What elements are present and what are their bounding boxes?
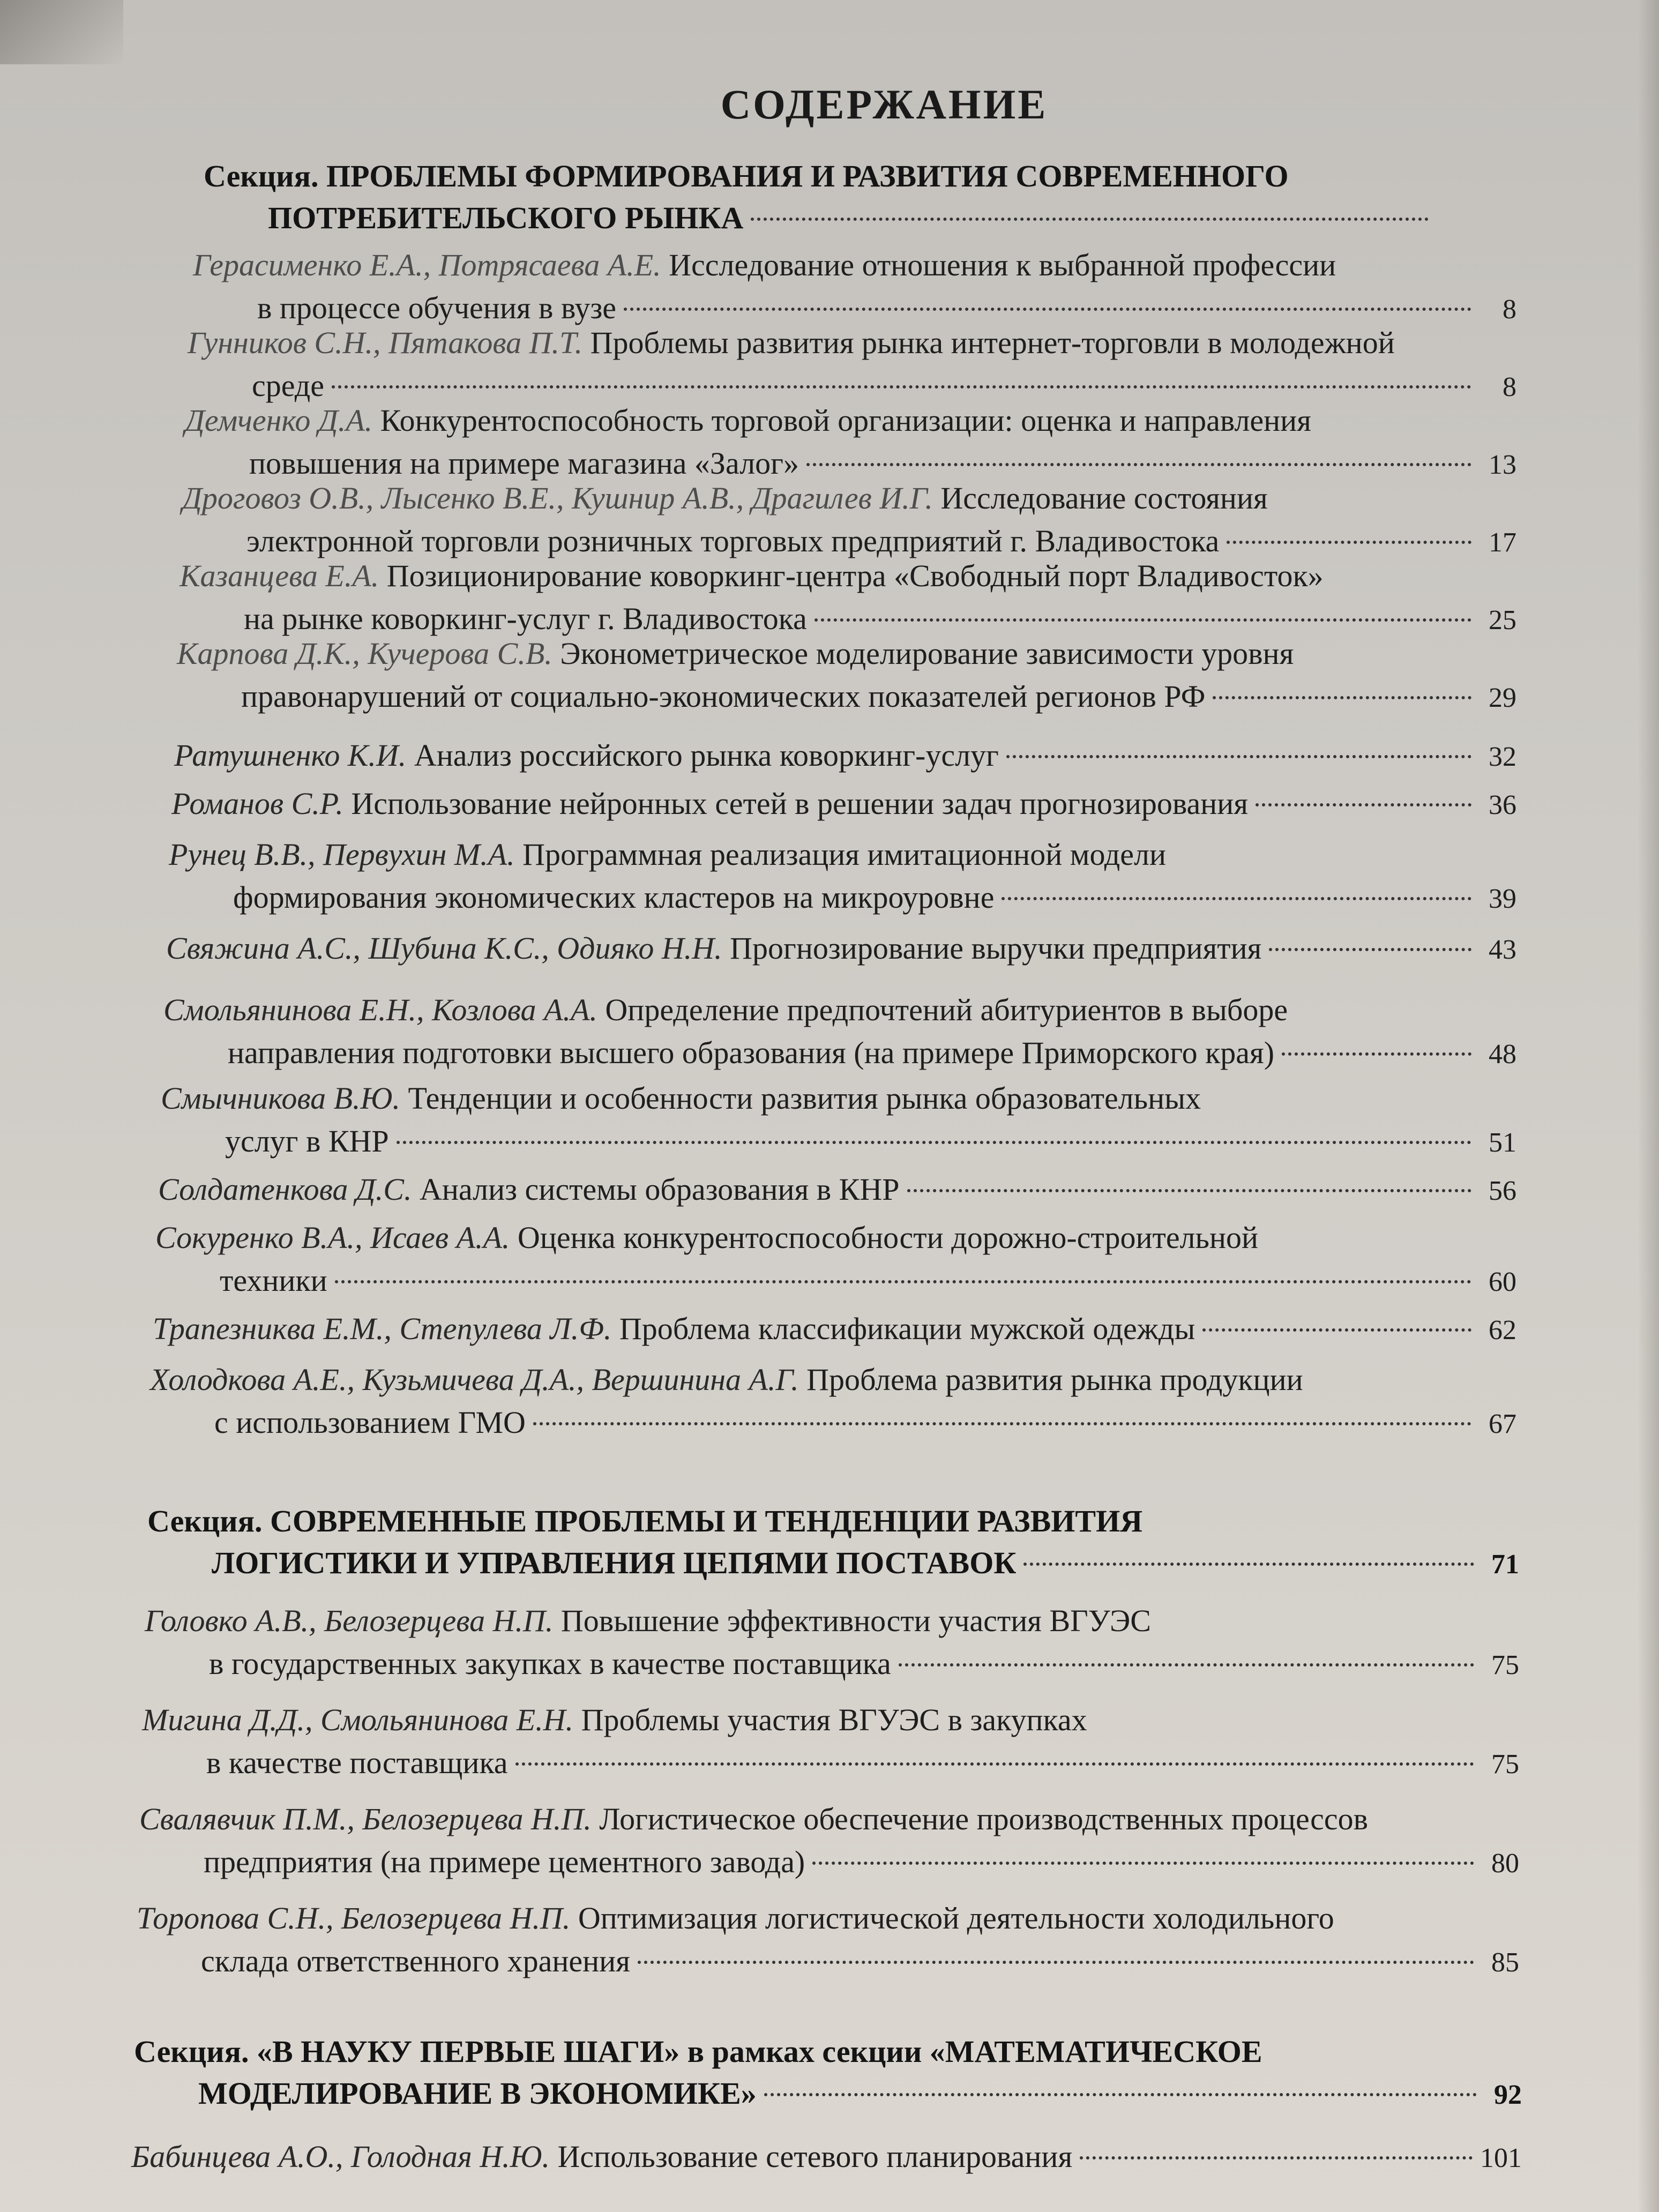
leader-dots (533, 1422, 1471, 1425)
toc-entry: Демченко Д.А. Конкурентоспособность торговой организации: оценка и направления повышения на примере магазина «Залог» 13 (185, 403, 1516, 481)
leader-dots (1023, 1563, 1474, 1566)
leader-dots (397, 1141, 1471, 1144)
leader-dots (1282, 1052, 1471, 1056)
leader-dots (1002, 897, 1471, 900)
toc-entry: Рунец В.В., Первухин М.А. Программная реализация имитационной модели формирования экономических кластеров на микроуровне 39 (169, 837, 1516, 915)
leader-dots (1256, 803, 1471, 806)
leader-dots (814, 618, 1471, 622)
toc-entry: Свяжина А.С., Шубина К.С., Одияко Н.Н. Прогнозирование выручки предприятия 43 (166, 931, 1516, 966)
toc-entry: Смольянинова Е.Н., Козлова А.А. Определение предпочтений абитуриентов в выборе направления подготовки высшего образования (на примере Приморского края) 48 (163, 992, 1516, 1070)
toc-entry: Сокуренко В.А., Исаев А.А. Оценка конкурентоспособности дорожно-строительной техники 60 (155, 1220, 1516, 1298)
toc-entry: Карпова Д.К., Кучерова С.В. Эконометрическое моделирование зависимости уровня правонарушений от социально-экономических показателей регионов РФ 29 (177, 636, 1516, 714)
toc-entry: Мигина Д.Д., Смольянинова Е.Н. Проблемы участия ВГУЭС в закупках в качестве поставщика 75 (142, 1702, 1519, 1780)
leader-dots (806, 463, 1471, 466)
leader-dots (751, 218, 1429, 221)
toc-entry: Романов С.Р. Использование нейронных сетей в решении задач прогнозирования 36 (171, 786, 1516, 821)
toc-entry: Гунников С.Н., Пятакова П.Т. Проблемы развития рынка интернет-торговли в молодежной среде 8 (188, 325, 1516, 403)
leader-dots (899, 1663, 1474, 1667)
toc-entry: Дроговоз О.В., Лысенко В.Е., Кушнир А.В., Драгилев И.Г. Исследование состояния электронной торговли розничных торговых предприятий г. Владивостока 17 (182, 481, 1516, 558)
page-title: СОДЕРЖАНИЕ (720, 81, 1048, 128)
section-heading: Секция. «В НАУКУ ПЕРВЫЕ ШАГИ» в рамках секции «МАТЕМАТИЧЕСКОЕ МОДЕЛИРОВАНИЕ В ЭКОНОМИКЕ» 92 (134, 2034, 1522, 2111)
toc-entry: Трапезниква Е.М., Степулева Л.Ф. Проблема классификации мужской одежды 62 (153, 1311, 1516, 1346)
toc-entry: Холодкова А.Е., Кузьмичева Д.А., Вершинина А.Г. Проблема развития рынка продукции с использованием ГМО 67 (150, 1362, 1516, 1440)
toc-entry: Смычникова В.Ю. Тенденции и особенности развития рынка образовательных услуг в КНР 51 (161, 1081, 1516, 1159)
toc-entry: Торопова С.Н., Белозерцева Н.П. Оптимизация логистической деятельности холодильного склада ответственного хранения 85 (137, 1901, 1519, 1978)
leader-dots (624, 308, 1471, 311)
leader-dots (638, 1961, 1474, 1964)
leader-dots (335, 1280, 1471, 1283)
toc-entry: Ратушненко К.И. Анализ российского рынка коворкинг-услуг 32 (174, 738, 1516, 773)
leader-dots (515, 1762, 1475, 1766)
toc-entry: Солдатенкова Д.С. Анализ системы образования в КНР 56 (158, 1172, 1516, 1207)
section-heading: Секция. СОВРЕМЕННЫЕ ПРОБЛЕМЫ И ТЕНДЕНЦИИ РАЗВИТИЯ ЛОГИСТИКИ И УПРАВЛЕНИЯ ЦЕПЯМИ ПОСТАВОК 71 (147, 1504, 1519, 1580)
leader-dots (1227, 541, 1471, 544)
toc-entry: Головко А.В., Белозерцева Н.П. Повышение эффективности участия ВГУЭС в государственных закупках в качестве поставщика 75 (145, 1603, 1519, 1681)
toc-entry: Свалявчик П.М., Белозерцева Н.П. Логистическое обеспечение производственных процессов предприятия (на примере цементного завода) 80 (139, 1802, 1519, 1879)
leader-dots (1006, 755, 1471, 758)
leader-dots (1213, 696, 1471, 699)
leader-dots (1202, 1328, 1471, 1332)
leader-dots (812, 1862, 1474, 1865)
leader-dots (907, 1189, 1472, 1192)
leader-dots (764, 2093, 1477, 2096)
leader-dots (1080, 2156, 1473, 2159)
toc-entry: Казанцева Е.А. Позиционирование коворкинг-центра «Свободный порт Владивосток» на рынке коворкинг-услуг г. Владивостока 25 (180, 558, 1516, 636)
leader-dots (332, 385, 1471, 388)
section-heading: Секция. ПРОБЛЕМЫ ФОРМИРОВАНИЯ И РАЗВИТИЯ СОВРЕМЕННОГО ПОТРЕБИТЕЛЬСКОГО РЫНКА (204, 155, 1436, 239)
toc-entry: Герасименко Е.А., Потрясаева А.Е. Исследование отношения к выбранной профессии в процессе обучения в вузе 8 (193, 248, 1516, 325)
toc-entry: Бабинцева А.О., Голодная Н.Ю. Использование сетевого планирования 101 (131, 2139, 1522, 2174)
leader-dots (1269, 948, 1471, 951)
